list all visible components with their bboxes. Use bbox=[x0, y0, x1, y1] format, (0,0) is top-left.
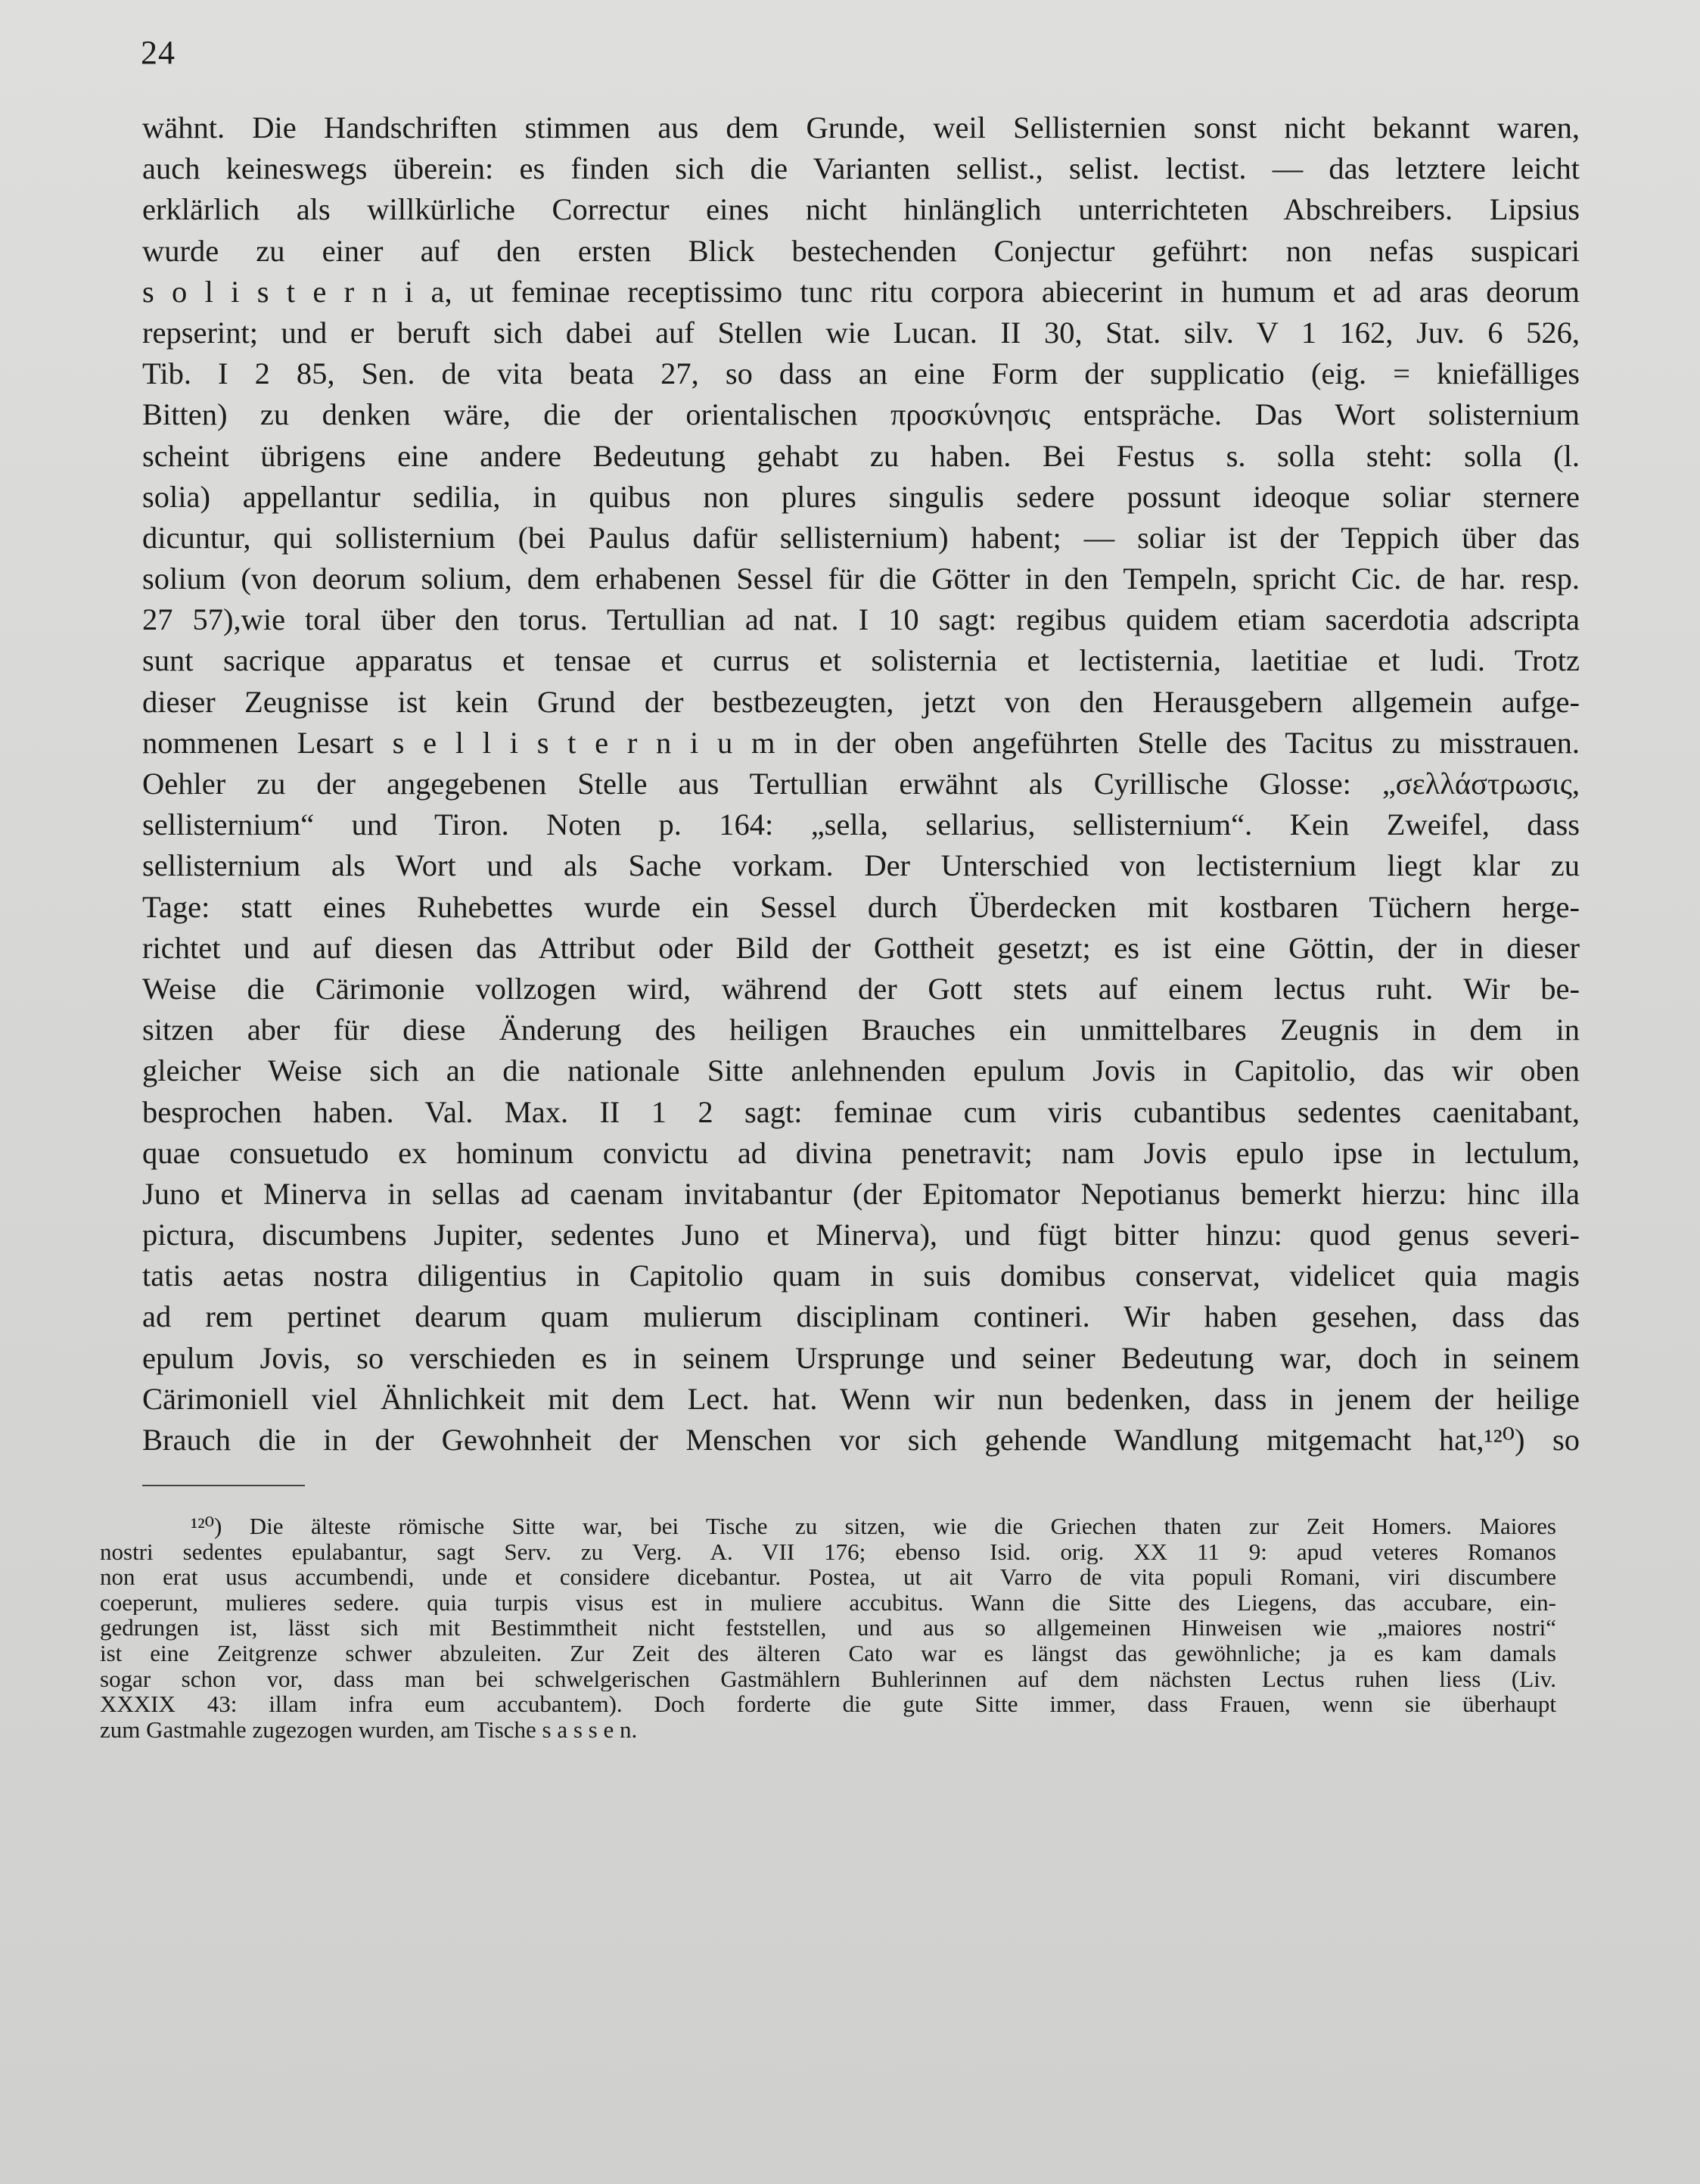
text-line: solia) appellantur sedilia, in quibus non plures singulis sedere possunt ideoque soliar sternere bbox=[142, 479, 1580, 514]
footnote-line: XXXIX 43: illam infra eum accubantem). Doch forderte die gute Sitte immer, dass Frauen, wenn sie überhaupt bbox=[100, 1691, 1556, 1717]
main-text bbox=[142, 107, 1580, 1461]
text-line: Weise die Cärimonie vollzogen wird, während der Gott stets auf einem lectus ruht. Wir be- bbox=[142, 971, 1580, 1006]
text-line: Brauch die in der Gewohnheit der Menschen vor sich gehende Wandlung mitgemacht hat,¹²⁰) so bbox=[142, 1423, 1580, 1457]
text-line: quae consuetudo ex hominum convictu ad divina penetravit; nam Jovis epulo ipse in lectulum, bbox=[142, 1135, 1580, 1170]
text-line: Oehler zu der angegebenen Stelle aus Tertullian erwähnt als Cyrillische Glosse: „σελλάστρωσις, bbox=[142, 767, 1580, 801]
text-line: 27 57),wie toral über den torus. Tertullian ad nat. I 10 sagt: regibus quidem etiam sacerdotia adscripta bbox=[142, 602, 1580, 637]
text-line: epulum Jovis, so verschieden es in seinem Ursprunge und seiner Bedeutung war, doch in seinem bbox=[142, 1340, 1580, 1375]
text-line: gleicher Weise sich an die nationale Sitte anlehnenden epulum Jovis in Capitolio, das wir oben bbox=[142, 1053, 1580, 1088]
footnote-line: nostri sedentes epulabantur, sagt Serv. zu Verg. A. VII 176; ebenso Isid. orig. XX 11 9: apud veteres Romanos bbox=[100, 1538, 1556, 1565]
footnote-line: ¹²⁰) Die älteste römische Sitte war, bei Tische zu sitzen, wie die Griechen thaten zur Zeit Homers. Maiores bbox=[191, 1514, 1556, 1539]
footnote-line: non erat usus accumbendi, unde et considere dicebantur. Postea, ut ait Varro de vita populi Romani, viri discumbere bbox=[100, 1564, 1556, 1590]
text-line: sitzen aber für diese Änderung des heiligen Brauches ein unmittelbares Zeugnis in dem in bbox=[142, 1013, 1580, 1047]
text-line: pictura, discumbens Jupiter, sedentes Juno et Minerva), und fügt bitter hinzu: quod genus severi- bbox=[142, 1218, 1580, 1252]
text-line: sunt sacrique apparatus et tensae et currus et solisternia et lectisternia, laetitiae et ludi. Trotz bbox=[142, 643, 1580, 678]
text-line: sellisternium“ und Tiron. Noten p. 164: „sella, sellarius, sellisternium“. Kein Zweifel, dass bbox=[142, 807, 1580, 842]
text-line: dicuntur, qui sollisternium (bei Paulus dafür sellisternium) habent; — soliar ist der Teppich über das bbox=[142, 520, 1580, 555]
text-line: Bitten) zu denken wäre, die der orientalischen προσκύνησις entspräche. Das Wort solisternium bbox=[142, 397, 1580, 432]
page-number: 24 bbox=[141, 34, 176, 71]
text-line: erklärlich als willkürliche Correctur eines nicht hinlänglich unterrichteten Abschreibers. Lipsius bbox=[142, 192, 1580, 227]
text-line: Cärimoniell viel Ähnlichkeit mit dem Lect. hat. Wenn wir nun bedenken, dass in jenem der heilige bbox=[142, 1381, 1580, 1416]
text-line: dieser Zeugnisse ist kein Grund der bestbezeugten, jetzt von den Herausgebern allgemein aufge- bbox=[142, 684, 1580, 719]
text-line: nommenen Lesart s e l l i s t e r n i u m in der oben angeführten Stelle des Tacitus zu misstrauen. bbox=[142, 725, 1580, 760]
footnote-line: sogar schon vor, dass man bei schwelgerischen Gastmählern Buhlerinnen auf dem nächsten Lectus ruhen liess (Liv. bbox=[100, 1666, 1556, 1692]
text-line: scheint übrigens eine andere Bedeutung gehabt zu haben. Bei Festus s. solla steht: solla (l. bbox=[142, 438, 1580, 473]
footnote-line: zum Gastmahle zugezogen wurden, am Tische s a s s e n. bbox=[100, 1716, 638, 1743]
text-line: richtet und auf diesen das Attribut oder Bild der Gottheit gesetzt; es ist eine Göttin, der in dieser bbox=[142, 930, 1580, 965]
text-line: wurde zu einer auf den ersten Blick bestechenden Conjectur geführt: non nefas suspicari bbox=[142, 233, 1580, 268]
text-line: besprochen haben. Val. Max. II 1 2 sagt: feminae cum viris cubantibus sedentes caenitabant, bbox=[142, 1094, 1580, 1129]
text-line: Tib. I 2 85, Sen. de vita beata 27, so dass an eine Form der supplicatio (eig. = kniefälliges bbox=[142, 356, 1580, 391]
text-line: tatis aetas nostra diligentius in Capitolio quam in suis domibus conservat, videlicet quia magis bbox=[142, 1258, 1580, 1293]
footnote-line: coeperunt, mulieres sedere. quia turpis visus est in muliere accubitus. Wann die Sitte des Liegens, das accubare, ein- bbox=[100, 1589, 1556, 1616]
text-line: Juno et Minerva in sellas ad caenam invitabantur (der Epitomator Nepotianus bemerkt hierzu: hinc illa bbox=[142, 1176, 1580, 1211]
text-line: wähnt. Die Handschriften stimmen aus dem Grunde, weil Sellisternien sonst nicht bekannt waren, bbox=[142, 110, 1580, 145]
text-line: auch keineswegs überein: es finden sich die Varianten sellist., selist. lectist. — das letztere leicht bbox=[142, 151, 1580, 186]
footnote-line: gedrungen ist, lässt sich mit Bestimmtheit nicht feststellen, und aus so allgemeinen Hinweisen wie „maiores nostri“ bbox=[100, 1615, 1556, 1641]
text-line: Tage: statt eines Ruhebettes wurde ein Sessel durch Überdecken mit kostbaren Tüchern herge- bbox=[142, 889, 1580, 924]
text-line: ad rem pertinet dearum quam mulierum disciplinam contineri. Wir haben gesehen, dass das bbox=[142, 1299, 1580, 1334]
footnote-120 bbox=[100, 1514, 1556, 1742]
text-line: sellisternium als Wort und als Sache vorkam. Der Unterschied von lectisternium liegt klar zu bbox=[142, 848, 1580, 883]
footnote-separator bbox=[142, 1485, 305, 1486]
footnote-line: ist eine Zeitgrenze schwer abzuleiten. Zur Zeit des älteren Cato war es längst das gewöhnliche; ja es kam damals bbox=[100, 1640, 1556, 1666]
text-line: s o l i s t e r n i a, ut feminae receptissimo tunc ritu corpora abiecerint in humum et ad aras deorum bbox=[142, 274, 1580, 309]
text-line: repserint; und er beruft sich dabei auf Stellen wie Lucan. II 30, Stat. silv. V 1 162, Juv. 6 526, bbox=[142, 315, 1580, 350]
text-line: solium (von deorum solium, dem erhabenen Sessel für die Götter in den Tempeln, spricht Cic. de har. resp. bbox=[142, 562, 1580, 596]
